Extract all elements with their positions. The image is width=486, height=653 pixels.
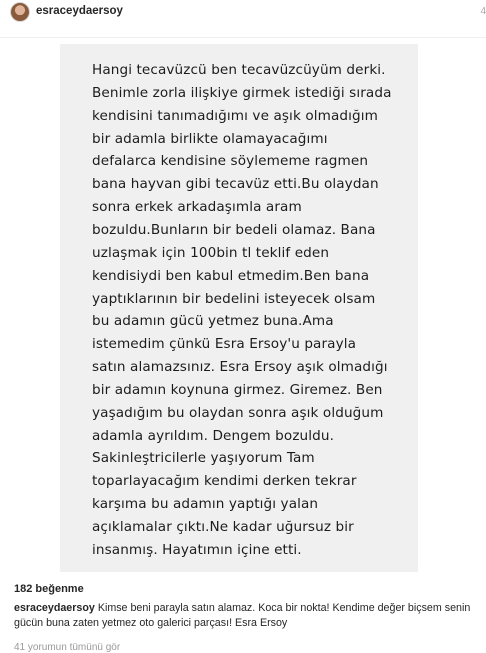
post-timestamp[interactable]: 4	[480, 6, 486, 17]
post-header	[0, 0, 486, 38]
post-image[interactable]	[60, 44, 418, 572]
image-text-line: uzlaşmak için 100bin tl teklif eden	[92, 244, 330, 261]
image-text-line: Benimle zorla ilişkiye girmek istediği sırada	[92, 84, 392, 101]
image-text-line: sonra erkek arkadaşımla aram	[92, 199, 302, 216]
image-text-line: adamla ayrıldım. Dengem bozuldu.	[92, 427, 335, 444]
image-text-line: defalarca kendisine söylememe ragmen	[92, 153, 369, 170]
image-text-line: Hangi tecavüzcü ben tecavüzcüyüm derki.	[92, 62, 386, 78]
image-text-line: yaptıklarının bir bedelini isteyecek olsam	[92, 290, 376, 307]
image-text-line: açıklamalar çıktı.Ne kadar uğursuz bir	[92, 519, 354, 535]
image-text-line: insanmış. Hayatımın içine etti.	[92, 541, 302, 558]
image-text-line: bir adamla birlikte olamayacağımı	[92, 130, 328, 147]
image-text-line: bana hayvan gibi tecavüz etti.Bu olaydan	[92, 176, 379, 193]
image-text-line: karşıma bu adamın yaptığı yalan	[92, 496, 319, 513]
image-text-line: toparlayacağım kendimi derken tekrar	[92, 473, 357, 490]
image-text-line: bozuldu.Bunların bir bedeli olamaz. Bana	[92, 221, 376, 238]
image-text-line: kendisini tanımadığımı ve aşık olmadığım	[92, 107, 378, 124]
caption-text: Kimse beni parayla satın alamaz. Koca bir nokta! Kendime değer biçsem senin gücün buna zaten yetmez oto galerici parçası! Esra Ersoy	[14, 602, 471, 629]
image-text-line: bir adamın koynuna girmez. Giremez. Ben	[92, 381, 383, 398]
caption-username[interactable]: esraceydaersoy	[14, 602, 95, 614]
avatar[interactable]	[10, 2, 30, 22]
image-text-line: kendisiydi ben kabul etmedim.Ben bana	[92, 267, 370, 284]
image-text-line: Sakinleştricilerle yaşıyorum Tam	[92, 450, 315, 467]
view-all-comments-link[interactable]: 41 yorumun tümünü gör	[14, 642, 121, 653]
image-text-line: istemedim çünkü Esra Ersoy'u parayla	[92, 336, 357, 353]
image-text-line: bu adamın gücü yetmez buna.Ama	[92, 313, 334, 330]
post-caption	[14, 601, 484, 631]
header-username[interactable]: esraceydaersoy	[36, 5, 123, 17]
image-text-line: yaşadığım bu olaydan sonra aşık olduğum	[92, 404, 384, 421]
likes-count[interactable]: 182 beğenme	[14, 583, 84, 595]
image-text-line: satın alamazsınız. Esra Ersoy aşık olmadığı	[92, 359, 388, 376]
